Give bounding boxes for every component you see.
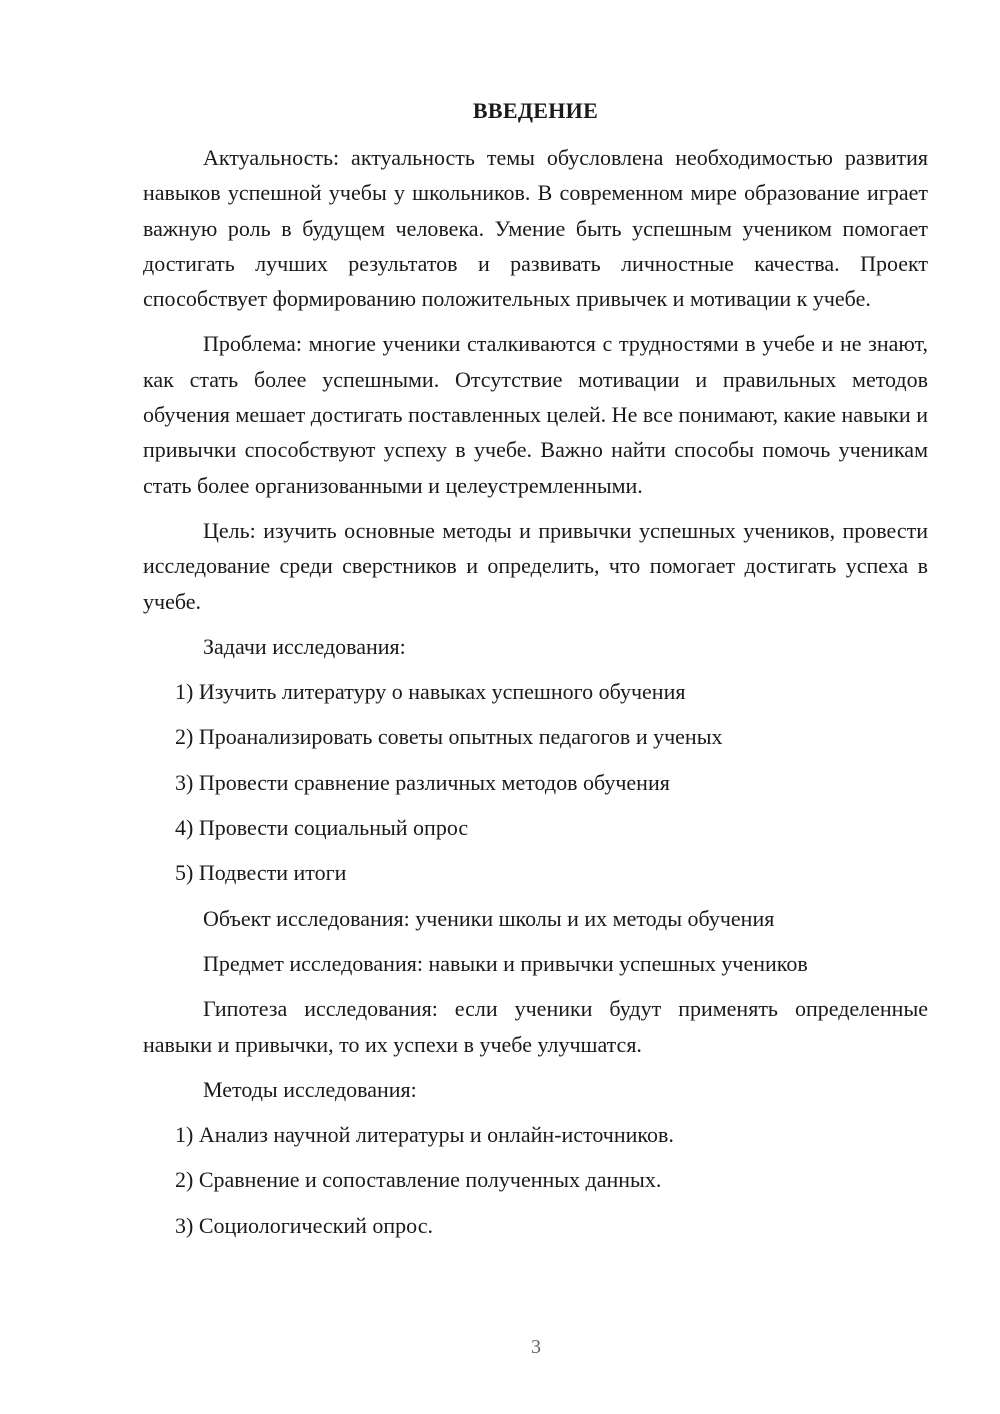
method-item: 2) Сравнение и сопоставление полученных данных. <box>175 1167 662 1193</box>
page-number: 3 <box>531 1336 541 1358</box>
task-item: 2) Проанализировать советы опытных педагогов и ученых <box>175 724 723 750</box>
section-title: ВВЕДЕНИЕ <box>472 98 599 123</box>
hypothesis-paragraph: Гипотеза исследования: если ученики будут применять определенные навыки и привычки, то их успехи в учебе улучшатся. <box>143 996 928 1057</box>
task-item: 1) Изучить литературу о навыках успешного обучения <box>175 679 686 705</box>
problem-paragraph: Проблема: многие ученики сталкиваются с трудностями в учебе и не знают, как стать более успешными. Отсутствие мотивации и правильных методов обучения мешает достигать поставленных целей. Не все понимают, какие навыки и привычки способствуют успеху в учебе. Важно найти способы помочь ученикам стать более организованными и целеустремленными. <box>143 331 928 498</box>
object-line: Объект исследования: ученики школы и их методы обучения <box>203 905 775 931</box>
method-item: 3) Социологический опрос. <box>175 1212 433 1238</box>
subject-line: Предмет исследования: навыки и привычки успешных учеников <box>203 950 808 976</box>
task-item: 4) Провести социальный опрос <box>175 815 469 841</box>
document-body <box>143 94 928 1253</box>
methods-heading: Методы исследования: <box>203 1076 417 1102</box>
method-item: 1) Анализ научной литературы и онлайн-источников. <box>175 1122 674 1148</box>
relevance-paragraph: Актуальность: актуальность темы обусловлена необходимостью развития навыков успешной учебы у школьников. В современном мире образование играет важную роль в будущем человека. Умение быть успешным учеником помогает достигать лучших результатов и развивать личностные качества. Проект способствует формированию положительных привычек и мотивации к учебе. <box>143 145 928 312</box>
task-item: 5) Подвести итоги <box>175 860 347 886</box>
tasks-heading: Задачи исследования: <box>203 633 406 659</box>
goal-paragraph: Цель: изучить основные методы и привычки успешных учеников, провести исследование среди сверстников и определить, что помогает достигать успеха в учебе. <box>143 517 928 614</box>
task-item: 3) Провести сравнение различных методов обучения <box>175 769 670 795</box>
